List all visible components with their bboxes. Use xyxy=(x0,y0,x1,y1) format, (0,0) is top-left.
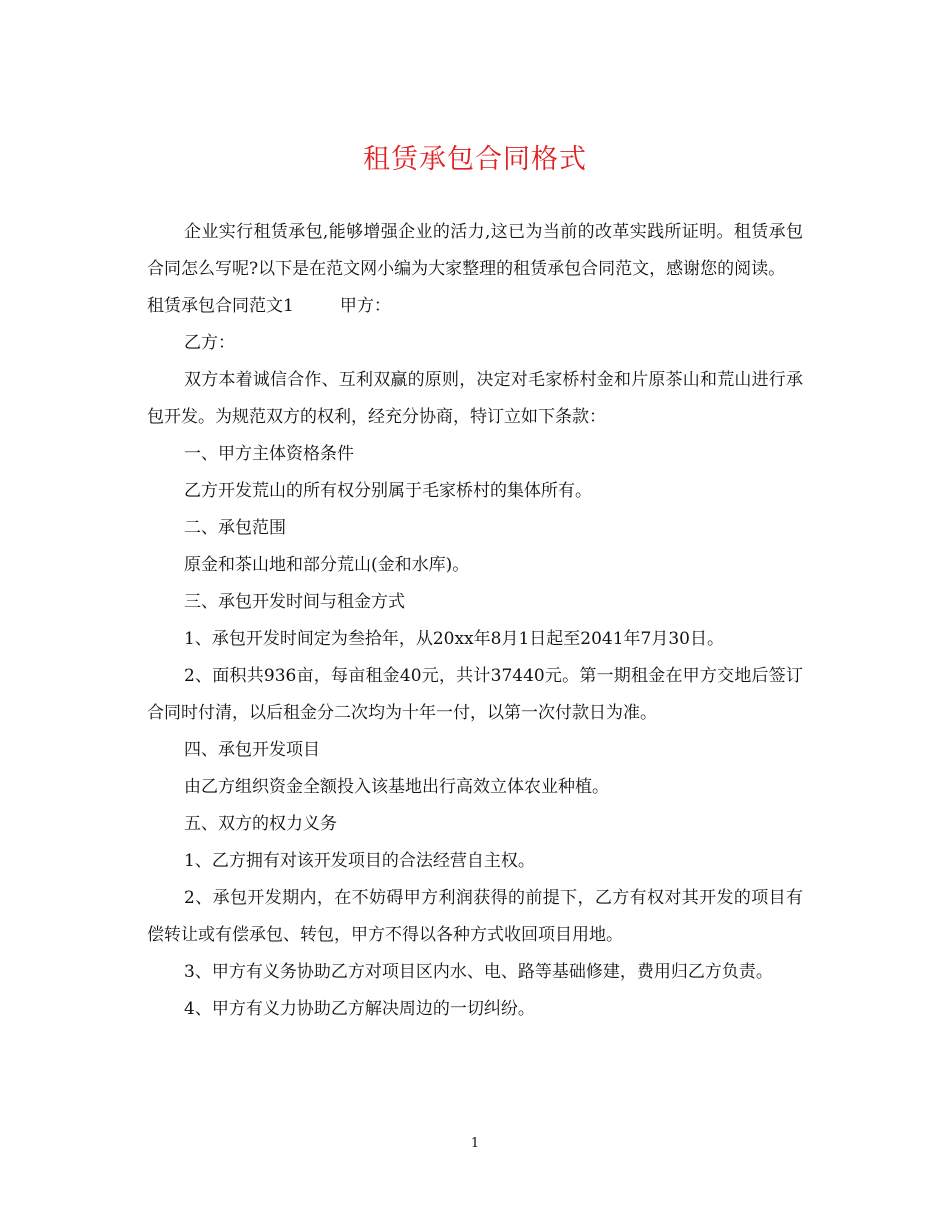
section-heading-5: 五、双方的权力义务 xyxy=(184,814,337,834)
section-text: 原金和茶山地和部分荒山(金和水库)。 xyxy=(184,555,470,575)
party-b-label: 乙方： xyxy=(184,333,235,353)
page-number: 1 xyxy=(470,1136,480,1151)
preamble-paragraph: 双方本着诚信合作、互利双赢的原则，决定对毛家桥村金和片原茶山和荒山进行承包开发。为规范双方的权利，经充分协商，特订立如下条款： xyxy=(147,370,803,427)
party-a-label: 甲方： xyxy=(339,296,391,316)
section-text: 4、甲方有义力协助乙方解决周边的一切纠纷。 xyxy=(184,999,535,1019)
section-text: 1、乙方拥有对该开发项目的合法经营自主权。 xyxy=(184,851,535,871)
section-text: 2、面积共936亩，每亩租金40元，共计37440元。第一期租金在甲方交地后签订合同时付清，以后租金分二次均为十年一付，以第一次付款日为准。 xyxy=(147,666,803,723)
section-heading-3: 三、承包开发时间与租金方式 xyxy=(184,592,405,612)
section-heading-1: 一、甲方主体资格条件 xyxy=(184,444,354,464)
section-heading-2: 二、承包范围 xyxy=(184,518,286,538)
section-text: 由乙方组织资金全额投入该基地出行高效立体农业种植。 xyxy=(184,777,609,797)
section-text: 1、承包开发时间定为叁拾年，从20xx年8月1日起至2041年7月30日。 xyxy=(184,629,724,649)
intro-paragraph: 企业实行租赁承包,能够增强企业的活力,这已为当前的改革实践所证明。租赁承包合同怎么写呢?以下是在范文网小编为大家整理的租赁承包合同范文，感谢您的阅读。 xyxy=(147,222,803,279)
section-heading-4: 四、承包开发项目 xyxy=(184,740,320,760)
sample-heading-line xyxy=(147,288,803,325)
sample-heading: 租赁承包合同范文1 xyxy=(147,296,294,316)
section-text: 2、承包开发期内，在不妨碍甲方利润获得的前提下，乙方有权对其开发的项目有偿转让或有偿承包、转包，甲方不得以各种方式收回项目用地。 xyxy=(147,888,803,945)
section-text: 乙方开发荒山的所有权分别属于毛家桥村的集体所有。 xyxy=(184,481,592,501)
document-body xyxy=(147,214,803,1028)
section-text: 3、甲方有义务协助乙方对项目区内水、电、路等基础修建，费用归乙方负责。 xyxy=(184,962,773,982)
document-title: 租赁承包合同格式 xyxy=(363,144,587,175)
